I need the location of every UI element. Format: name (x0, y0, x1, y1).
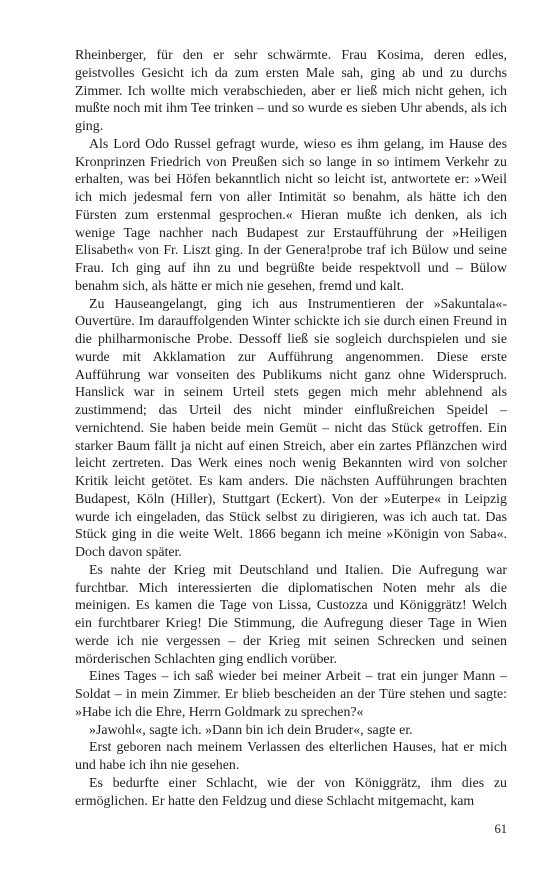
body-text (75, 47, 507, 810)
page-number: 61 (494, 822, 507, 836)
paragraph-6: »Jawohl«, sagte ich. »Dann bin ich dein Bruder«, sagte er. (89, 722, 413, 738)
paragraph-1: Rheinberger, für den er sehr schwärmte. Frau Kosima, deren edles, geistvolles Gesicht ich da zum ersten Male sah, ging ab und zu durchs Zimmer. Ich wollte mich verabschieden, aber er ließ mich nicht gehen, ich mußte noch mit ihm Tee trinken – und so wurde es sieben Uhr abends, als ich ging. (75, 48, 507, 134)
paragraph-2: Als Lord Odo Russel gefragt wurde, wieso es ihm gelang, im Hause des Kronprinzen Friedrich von Preußen sich so lange in so intimem Verkehr zu erhalten, was bei Höfen bekanntlich nicht so leicht ist, antwortete er: »Weil ich mich jedesmal fern von aller Intimität so benahm, als hätte ich den Fürsten zum erstenmal gesprochen.« Hieran mußte ich denken, als ich wenige Tage nachher nach Budapest zur Erstaufführung der »Heiligen Elisabeth« von Fr. Liszt ging. In der Genera!probe traf ich Bülow und seine Frau. Ich ging auf ihn zu und begrüßte beide respektvoll und – Bülow benahm sich, als hätte er mich nie gesehen, fremd und kalt. (75, 136, 507, 294)
paragraph-7: Erst geboren nach meinem Verlassen des elterlichen Hauses, hat er mich und habe ich ihn nie gesehen. (75, 740, 507, 773)
paragraph-4: Es nahte der Krieg mit Deutschland und Italien. Die Aufregung war furchtbar. Mich interessierten die diplomatischen Noten mehr als die meinigen. Es kamen die Tage von Lissa, Custozza und Königgrätz! Welch ein furchtbarer Krieg! Die Stimmung, die Aufregung dieser Tage in Wien werde ich nie vergessen – der Krieg mit seinen Schrecken und seinen mörderischen Schlachten ging endlich vorüber. (75, 562, 507, 667)
paragraph-5: Eines Tages – ich saß wieder bei meiner Arbeit – trat ein junger Mann – Soldat – in mein Zimmer. Er blieb bescheiden an der Türe stehen und sagte: »Habe ich die Ehre, Herrn Goldmark zu sprechen?« (75, 669, 507, 720)
paragraph-3: Zu Hauseangelangt, ging ich aus Instrumentieren der »Sakuntala«-Ouvertüre. Im darauffolgenden Winter schickte ich sie durch einen Freund in die philharmonische Probe. Dessoff ließ sie sogleich durchspielen und sie wurde mit Akklamation zur Aufführung angenommen. Diese erste Aufführung war vonseiten des Publikums nicht ganz ohne Widerspruch. Hanslick war in seinem Urteil stets gegen mich mehr ablehnend als zustimmend; das Urteil des nicht minder einflußreichen Speidel – vernichtend. Sie haben beide mein Gemüt – nicht das Stück getroffen. Ein starker Baum fällt ja nicht auf einen Streich, aber ein zartes Pflänzchen wird leicht zertreten. Das Werk eines noch wenig Bekannten wird von solcher Kritik leicht getötet. Es kam anders. Die nächsten Aufführungen brachten Budapest, Köln (Hiller), Stuttgart (Eckert). Von der »Euterpe« in Leipzig wurde ich eingeladen, das Stück selbst zu dirigieren, was ich auch tat. Das Stück ging in die weite Welt. 1866 begann ich meine »Königin von Saba«. Doch davon später. (75, 296, 507, 560)
paragraph-8: Es bedurfte einer Schlacht, wie der von Königgrätz, ihm dies zu ermöglichen. Er hatte den Feldzug und diese Schlacht mitgemacht, kam (75, 775, 507, 809)
